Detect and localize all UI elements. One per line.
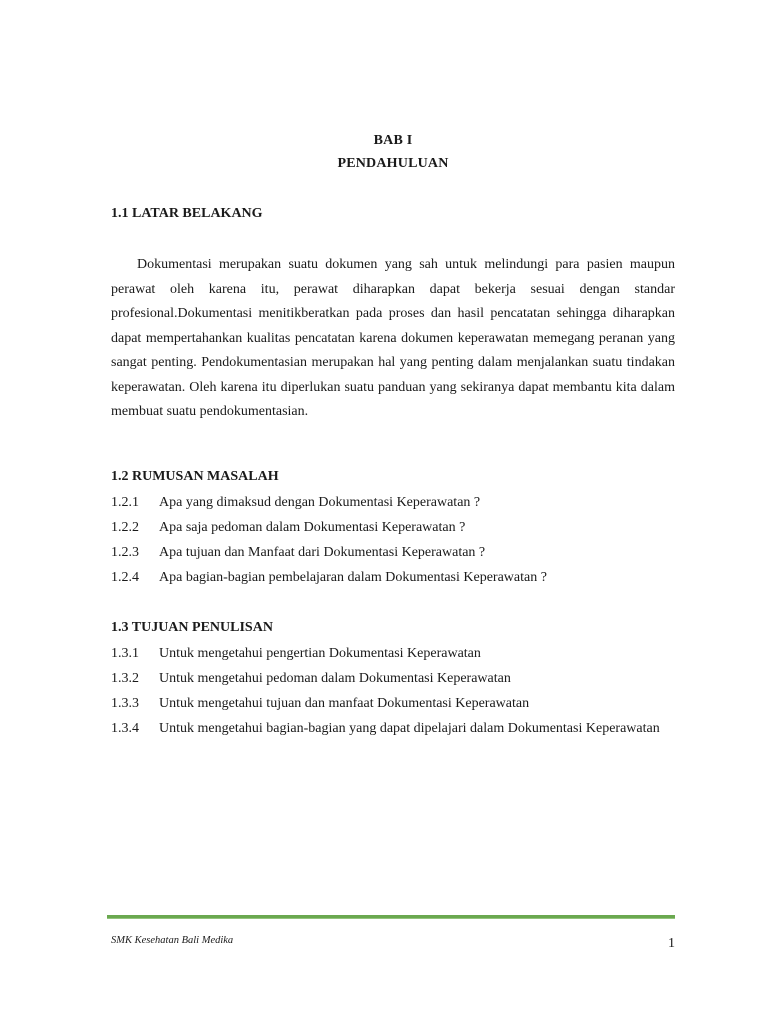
problem-list: [111, 490, 675, 590]
list-item: [111, 716, 675, 741]
list-item-number: 1.3.3: [111, 696, 139, 711]
list-item-text: Untuk mengetahui bagian-bagian yang dapat dipelajari dalam Dokumentasi Keperawatan: [159, 721, 660, 736]
section-heading-tujuan-penulisan: 1.3 TUJUAN PENULISAN: [111, 620, 273, 635]
list-item-text: Untuk mengetahui tujuan dan manfaat Dokumentasi Keperawatan: [159, 696, 530, 711]
list-item: [111, 641, 675, 666]
list-item-text: Untuk mengetahui pedoman dalam Dokumentasi Keperawatan: [159, 671, 511, 686]
list-item: [111, 565, 675, 590]
list-item-number: 1.3.1: [111, 646, 139, 661]
list-item-text: Untuk mengetahui pengertian Dokumentasi Keperawatan: [159, 646, 481, 661]
list-item-number: 1.2.3: [111, 545, 139, 560]
chapter-title: BAB I: [373, 133, 413, 148]
list-item-text: Apa bagian-bagian pembelajaran dalam Dokumentasi Keperawatan ?: [159, 570, 547, 585]
section-heading-rumusan-masalah: 1.2 RUMUSAN MASALAH: [111, 469, 279, 484]
list-item-number: 1.2.2: [111, 520, 139, 535]
objectives-list: [111, 641, 675, 741]
footer-divider: [107, 915, 675, 919]
list-item: [111, 666, 675, 691]
section-heading-latar-belakang: 1.1 LATAR BELAKANG: [111, 206, 263, 221]
list-item-number: 1.2.1: [111, 495, 139, 510]
list-item: [111, 515, 675, 540]
footer-school-name: SMK Kesehatan Bali Medika: [111, 935, 234, 946]
list-item-number: 1.2.4: [111, 570, 139, 585]
list-item-text: Apa yang dimaksud dengan Dokumentasi Keperawatan ?: [159, 495, 481, 510]
page-number: 1: [668, 936, 675, 951]
list-item: [111, 540, 675, 565]
list-item-number: 1.3.2: [111, 671, 139, 686]
chapter-subtitle: PENDAHULUAN: [337, 156, 449, 171]
list-item-text: Apa tujuan dan Manfaat dari Dokumentasi Keperawatan ?: [159, 545, 486, 560]
list-item-number: 1.3.4: [111, 721, 139, 736]
list-item-text: Apa saja pedoman dalam Dokumentasi Keperawatan ?: [159, 520, 466, 535]
background-paragraph: Dokumentasi merupakan suatu dokumen yang sah untuk melindungi para pasien maupun perawat oleh karena itu, perawat diharapkan dapat bekerja sesuai dengan standar profesional.Dokumentasi menitikberatkan pada proses dan hasil pencatatan sehingga diharapkan dapat mempertahankan kualitas pencatatan karena dokumen keperawatan memegang peranan yang sangat penting. Pendokumentasian merupakan hal yang penting dalam menjalankan suatu tindakan keperawatan. Oleh karena itu diperlukan suatu panduan yang sekiranya dapat membantu kita dalam membuat suatu pendokumentasian.: [111, 257, 675, 419]
list-item: [111, 490, 675, 515]
list-item: [111, 691, 675, 716]
